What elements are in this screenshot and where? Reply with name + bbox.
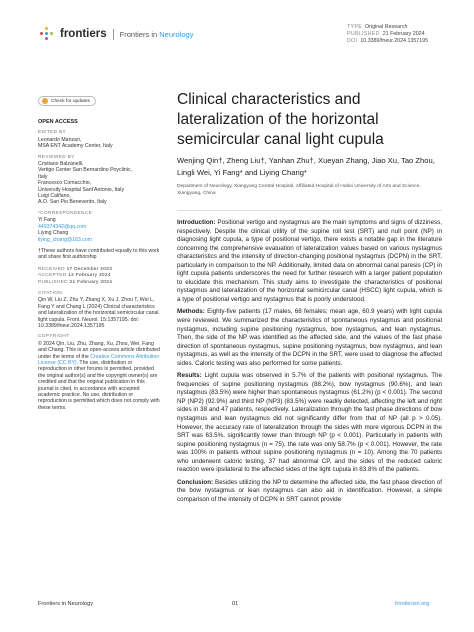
doi-link[interactable]: 10.3389/fneur.2024.1357195 (360, 38, 429, 44)
journal-name[interactable]: Frontiers in Neurology (119, 29, 194, 39)
citation-label: CITATION (38, 290, 63, 296)
divider (177, 210, 442, 211)
abstract-conclusion: Conclusion: Besides utilizing the NP to determine the affected side, the fast phase direction of the bow nystagmus or lean nystagmus can also aid in identification. However, a simple comparison of the intensity of DCPN in SRT cannot provide (177, 478, 442, 503)
sidebar (38, 119, 160, 411)
reviewer-line: Luigi Califano, (38, 193, 71, 200)
license-link[interactable]: Creative Commons Attribution License (CC BY). (38, 353, 160, 366)
header-divider (113, 29, 114, 40)
affiliation: Department of Neurology, Xiangyang Central Hospital, Affiliated Hospital of Hubei University of Arts and Science, Xiangyang, China (177, 184, 421, 196)
published-row: PUBLISHED 21 February 2024 (38, 279, 113, 285)
reviewer-line: Cristiano Balzanelli, (38, 161, 84, 168)
accepted-row: ACCEPTED 12 February 2024 (38, 273, 111, 279)
page-number: 01 (232, 601, 239, 607)
article-meta: TYPE Original Research PUBLISHED 21 February 2024 DOI 10.3389/fneur.2024.1357195 (347, 24, 429, 44)
abstract-results: Results: Light cupula was observed in 5.7% of the patients with positional nystagmus. The frequencies of supine positioning nystagmus (88.2%), bow nystagmus (90.6%), and lean nystagmus (83.5%) were higher than spontaneous nystagmus (61.2%) (p < 0.001). The second NP (NP2) (92.9%) and third NP (NP3) (83.5%) were readily detected, affecting the left and right sides in 38 and 47 patients, respectively. Lateralization through the fast phase directions of bow nystagmus and lean nystagmus did not significantly differ from that of NP (all p > 0.05). However, the accuracy rate of lateralization through the sides with more vigorous DCPN in the SRT was 63.5%, significantly lower than through NP (p < 0.001). Particularly in patients with supine positioning nystagmus (n = 75), the rate was only 58.7% (p < 0.001). However, the rate was 100% in patients without supine positioning nystagmus (n = 10). Among the 70 patients who underwent caloric testing, 37 had abnormal CP, and the sides of the reduced caloric reaction were ipsilateral to the affected sides of the light cupula in 83.8% of the patients. (177, 372, 442, 474)
open-access-label: OPEN ACCESS (38, 119, 78, 125)
reviewed-by-label: REVIEWED BY (38, 154, 75, 160)
abstract-introduction: Introduction: Positional vertigo and nystagmus are the main symptoms and signs of dizziness, respectively. Despite the clinical utility of the supine roll test (SRT) and null point (NP) in diagnosing light cupula, a type of positional vertigo, there exists a notable gap in the literature concerning the comprehensive evaluation of lateralization values based on various nystagmus characteristics and the intensity of direction-changing positional nystagmus (DCPN) in the SRT, particularly in comparison to the NP. Additionally, limited data on abnormal canal paresis (CP) in light cupula patients underscores the need for further research with a larger patient population to elucidate this mechanism. This study aims to investigate the characteristics of positional nystagmus and lateralization of the horizontal semicircular canal (HSCC) light cupula, which is a type of positional vertigo and nystagmus that is poorly understood. (177, 219, 442, 303)
author-list: Wenjing Qin†, Zheng Liu†, Yanhan Zhu†, Xueyan Zhang, Jiao Xu, Tao Zhou, Lingli Wei, Yi Fang* and Liying Chang* (177, 156, 435, 177)
abstract (177, 219, 442, 509)
brand-name: frontiers (60, 28, 107, 40)
reviewer-line: Italy (38, 173, 48, 180)
corr-name: Liying Chang (38, 230, 69, 237)
check-updates-icon (42, 98, 48, 104)
reviewer-line: University Hospital Sant'Antonio, Italy (38, 186, 125, 193)
equal-contribution-note: †These authors have contributed equally to this work and share first authorship (38, 247, 160, 261)
corr-email-link[interactable]: liying_chang@163.com (38, 236, 93, 243)
corr-email-link[interactable]: 449374342@qq.com (38, 223, 87, 230)
edited-by-label: EDITED BY (38, 130, 67, 136)
copyright-label: COPYRIGHT (38, 334, 70, 340)
reviewer-line: Vertigo Center San Bernardino Poyclinic, (38, 167, 133, 174)
abstract-methods: Methods: Eighty-five patients (17 males, 68 females; mean age, 60.9 years) with light cupula were reviewed. We summarized the characteristics of spontaneous nystagmus and positional nystagmus, including supine positioning nystagmus, bow nystagmus, and lean nystagmus. Then, the side of the NP was identified as the affected side, and the values of the fast phase direction of spontaneous nystagmus, supine positioning nystagmus, bow nystagmus, and lean nystagmus, as well as the intensity of the DCPN in the SRT, were used to diagnose the affected sides. Caloric testing was also performed for some patients. (177, 308, 442, 367)
footer-journal: Frontiers in Neurology (38, 601, 94, 607)
journal-header (40, 27, 193, 41)
edited-by-1: MSA ENT Academy Center, Italy (38, 143, 113, 150)
citation-text: Qin W, Liu Z, Zhu Y, Zhang X, Xu J, Zhou T, Wei L, Fang Y and Chang L (2024) Clinical characteristics and lateralization of the horizontal semicircular canal light cupula. Front. Neurol. 15:1357195. doi: 10.3389/fneur.2024.1357195 (38, 297, 159, 329)
corr-name: Yi Fang (38, 217, 56, 224)
footer-site-link[interactable]: frontiersin.org (395, 601, 430, 607)
copyright-text: © 2024 Qin, Liu, Zhu, Zhang, Xu, Zhou, Wei, Fang and Chang. This is an open-access article distributed under the terms of the Creative Commons Attribution License (CC BY). The use, distribution or reproduction in other forums is permitted, provided the original author(s) and the copyright owner(s) are credited and that the original publication in this journal is cited, in accordance with accepted academic practice. No use, distribution or reproduction is permitted which does not comply with these terms. (38, 340, 160, 411)
check-updates-button[interactable]: Check for updates (38, 96, 96, 106)
frontiers-logo-icon (40, 27, 54, 41)
reviewer-line: Francesco Comacchio, (38, 180, 92, 187)
received-row: RECEIVED 17 December 2023 (38, 266, 113, 272)
edited-by-0: Leonardo Manzari, (38, 136, 82, 143)
correspondence-label: *CORRESPONDENCE (38, 210, 93, 216)
article-title: Clinical characteristics and lateralization of the horizontal semicircular canal light cupula (177, 91, 384, 148)
reviewer-line: A.O. San Pio Benevento, Italy (38, 199, 107, 206)
